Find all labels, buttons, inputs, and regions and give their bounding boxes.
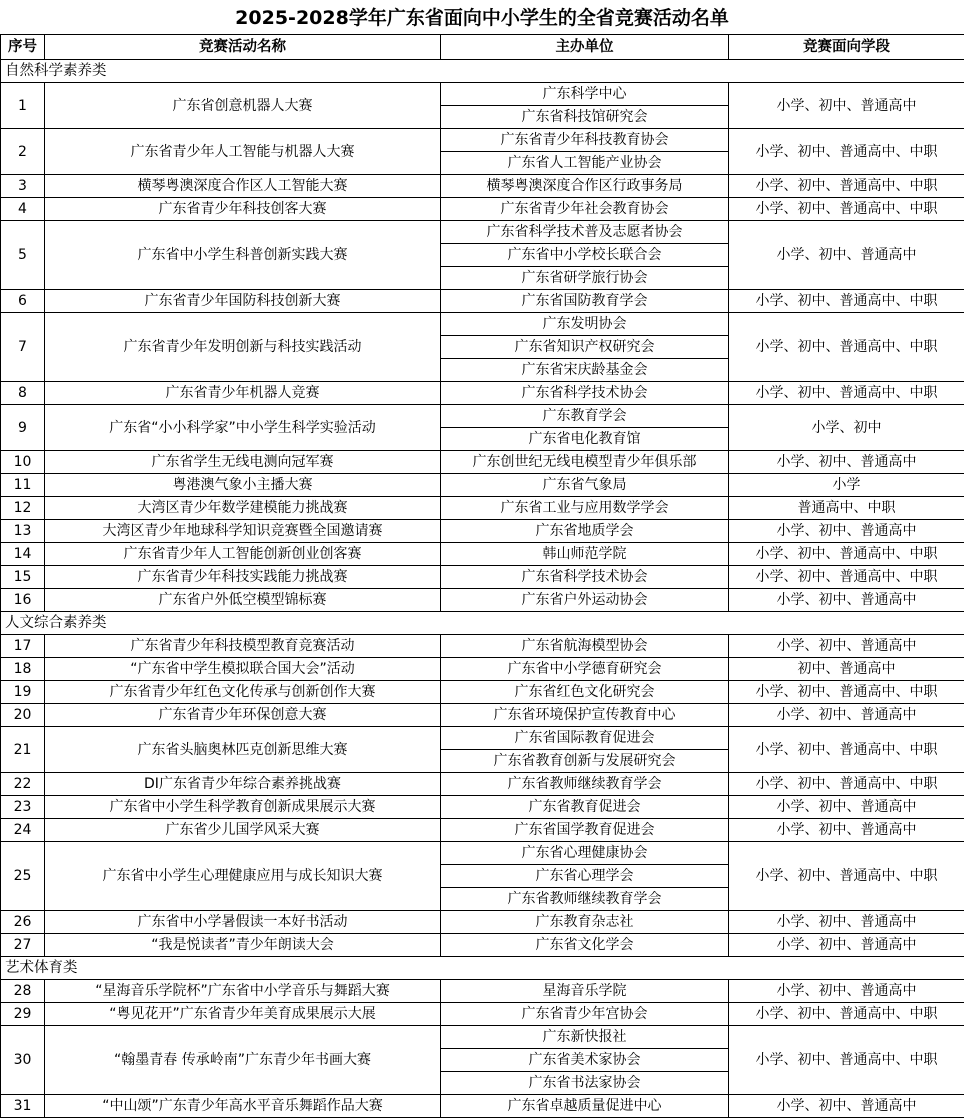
table-row — [1, 911, 964, 934]
row-number: 9 — [1, 405, 45, 451]
organizer: 广东新快报社 — [441, 1026, 729, 1049]
school-level: 小学、初中、普通高中、中职 — [729, 175, 964, 198]
competition-name: 广东省创意机器人大赛 — [45, 83, 441, 129]
organizer: 广东省气象局 — [441, 474, 729, 497]
organizer: 广东教育学会 — [441, 405, 729, 428]
table-row — [1, 175, 964, 198]
organizer: 广东省环境保护宣传教育中心 — [441, 704, 729, 727]
category-row — [1, 957, 964, 980]
competition-name: 广东省青少年机器人竞赛 — [45, 382, 441, 405]
organizer: 广东省国学教育促进会 — [441, 819, 729, 842]
organizer: 广东发明协会 — [441, 313, 729, 336]
school-level: 小学、初中、普通高中 — [729, 980, 964, 1003]
competition-name: 广东省青少年科技实践能力挑战赛 — [45, 566, 441, 589]
row-number: 15 — [1, 566, 45, 589]
table-row — [1, 819, 964, 842]
category-label: 人文综合素养类 — [1, 612, 964, 635]
organizer: 广东省科学技术普及志愿者协会 — [441, 221, 729, 244]
table-row — [1, 405, 964, 428]
organizer: 广东省电化教育馆 — [441, 428, 729, 451]
competition-name: 大湾区青少年数学建模能力挑战赛 — [45, 497, 441, 520]
table-row — [1, 658, 964, 681]
organizer: 广东省工业与应用数学学会 — [441, 497, 729, 520]
table-row — [1, 382, 964, 405]
school-level: 小学、初中、普通高中、中职 — [729, 290, 964, 313]
school-level: 初中、普通高中 — [729, 658, 964, 681]
table-header-row — [1, 35, 964, 60]
school-level: 小学、初中、普通高中、中职 — [729, 727, 964, 773]
organizer: 广东省研学旅行协会 — [441, 267, 729, 290]
school-level: 小学、初中 — [729, 405, 964, 451]
competition-name: 广东省青少年人工智能与机器人大赛 — [45, 129, 441, 175]
school-level: 小学、初中、普通高中 — [729, 704, 964, 727]
table-row — [1, 129, 964, 152]
school-level: 小学、初中、普通高中、中职 — [729, 129, 964, 175]
row-number: 29 — [1, 1003, 45, 1026]
table-row — [1, 704, 964, 727]
category-row — [1, 612, 964, 635]
row-number: 24 — [1, 819, 45, 842]
organizer: 横琴粤澳深度合作区行政事务局 — [441, 175, 729, 198]
competition-name: “粤见花开”广东省青少年美育成果展示大展 — [45, 1003, 441, 1026]
row-number: 18 — [1, 658, 45, 681]
competition-name: 广东省头脑奥林匹克创新思维大赛 — [45, 727, 441, 773]
table-row — [1, 1095, 964, 1118]
row-number: 22 — [1, 773, 45, 796]
school-level: 小学、初中、普通高中 — [729, 934, 964, 957]
page-title: 2025-2028学年广东省面向中小学生的全省竞赛活动名单 — [235, 7, 729, 29]
school-level: 小学、初中、普通高中 — [729, 83, 964, 129]
header-number: 序号 — [1, 35, 45, 60]
school-level: 小学、初中、普通高中、中职 — [729, 773, 964, 796]
organizer: 韩山师范学院 — [441, 543, 729, 566]
row-number: 5 — [1, 221, 45, 290]
table-row — [1, 451, 964, 474]
school-level: 小学、初中、普通高中、中职 — [729, 313, 964, 382]
category-label: 艺术体育类 — [1, 957, 964, 980]
school-level: 小学、初中、普通高中 — [729, 589, 964, 612]
organizer: 广东省美术家协会 — [441, 1049, 729, 1072]
table-row — [1, 727, 964, 750]
school-level: 小学、初中、普通高中、中职 — [729, 543, 964, 566]
table-row — [1, 842, 964, 865]
organizer: 广东省人工智能产业协会 — [441, 152, 729, 175]
table-row — [1, 83, 964, 106]
competition-name: 广东省“小小科学家”中小学生科学实验活动 — [45, 405, 441, 451]
organizer: 广东教育杂志社 — [441, 911, 729, 934]
school-level: 小学、初中、普通高中、中职 — [729, 1026, 964, 1095]
row-number: 13 — [1, 520, 45, 543]
school-level: 小学、初中、普通高中 — [729, 520, 964, 543]
table-row — [1, 474, 964, 497]
competition-name: “翰墨青春 传承岭南”广东青少年书画大赛 — [45, 1026, 441, 1095]
row-number: 7 — [1, 313, 45, 382]
organizer: 广东省卓越质量促进中心 — [441, 1095, 729, 1118]
row-number: 30 — [1, 1026, 45, 1095]
table-body — [1, 60, 964, 1118]
school-level: 小学、初中、普通高中 — [729, 635, 964, 658]
competition-name: 粤港澳气象小主播大赛 — [45, 474, 441, 497]
competition-name: 广东省青少年科技创客大赛 — [45, 198, 441, 221]
school-level: 小学、初中、普通高中 — [729, 221, 964, 290]
header-competition-name: 竞赛活动名称 — [45, 35, 441, 60]
competition-table — [0, 34, 964, 1118]
organizer: 广东省中小学德育研究会 — [441, 658, 729, 681]
organizer: 广东省教师继续教育学会 — [441, 888, 729, 911]
table-row — [1, 635, 964, 658]
organizer: 广东省中小学校长联合会 — [441, 244, 729, 267]
table-row — [1, 934, 964, 957]
organizer: 广东省宋庆龄基金会 — [441, 359, 729, 382]
organizer: 广东省户外运动协会 — [441, 589, 729, 612]
row-number: 12 — [1, 497, 45, 520]
row-number: 19 — [1, 681, 45, 704]
school-level: 小学、初中、普通高中、中职 — [729, 842, 964, 911]
table-row — [1, 313, 964, 336]
row-number: 28 — [1, 980, 45, 1003]
competition-name: 横琴粤澳深度合作区人工智能大赛 — [45, 175, 441, 198]
row-number: 23 — [1, 796, 45, 819]
competition-name: “中山颂”广东青少年高水平音乐舞蹈作品大赛 — [45, 1095, 441, 1118]
organizer: 广东省心理健康协会 — [441, 842, 729, 865]
organizer: 广东省青少年社会教育协会 — [441, 198, 729, 221]
school-level: 小学、初中、普通高中 — [729, 796, 964, 819]
organizer: 广东省青少年宫协会 — [441, 1003, 729, 1026]
organizer: 广东省科技馆研究会 — [441, 106, 729, 129]
school-level: 小学、初中、普通高中 — [729, 451, 964, 474]
category-label: 自然科学素养类 — [1, 60, 964, 83]
competition-name: 广东省中小学生科普创新实践大赛 — [45, 221, 441, 290]
competition-name: 广东省中小学生科学教育创新成果展示大赛 — [45, 796, 441, 819]
organizer: 广东省文化学会 — [441, 934, 729, 957]
table-row — [1, 980, 964, 1003]
competition-name: “我是悦读者”青少年朗读大会 — [45, 934, 441, 957]
row-number: 8 — [1, 382, 45, 405]
organizer: 广东省科学技术协会 — [441, 382, 729, 405]
table-row — [1, 1026, 964, 1049]
table-row — [1, 773, 964, 796]
competition-name: 广东省中小学暑假读一本好书活动 — [45, 911, 441, 934]
row-number: 11 — [1, 474, 45, 497]
organizer: 广东省红色文化研究会 — [441, 681, 729, 704]
competition-name: 广东省青少年红色文化传承与创新创作大赛 — [45, 681, 441, 704]
competition-name: 大湾区青少年地球科学知识竞赛暨全国邀请赛 — [45, 520, 441, 543]
school-level: 小学、初中、普通高中、中职 — [729, 566, 964, 589]
competition-name: “广东省中学生模拟联合国大会”活动 — [45, 658, 441, 681]
school-level: 小学、初中、普通高中、中职 — [729, 681, 964, 704]
row-number: 26 — [1, 911, 45, 934]
row-number: 4 — [1, 198, 45, 221]
organizer: 广东省航海模型协会 — [441, 635, 729, 658]
row-number: 21 — [1, 727, 45, 773]
organizer: 广东省知识产权研究会 — [441, 336, 729, 359]
school-level: 小学、初中、普通高中、中职 — [729, 382, 964, 405]
row-number: 25 — [1, 842, 45, 911]
school-level: 小学、初中、普通高中 — [729, 911, 964, 934]
organizer: 广东科学中心 — [441, 83, 729, 106]
competition-name: 广东省少儿国学风采大赛 — [45, 819, 441, 842]
organizer: 广东省国际教育促进会 — [441, 727, 729, 750]
school-level: 普通高中、中职 — [729, 497, 964, 520]
category-row — [1, 60, 964, 83]
table-row — [1, 198, 964, 221]
competition-name: 广东省青少年人工智能创新创业创客赛 — [45, 543, 441, 566]
row-number: 31 — [1, 1095, 45, 1118]
row-number: 17 — [1, 635, 45, 658]
organizer: 广东省教育创新与发展研究会 — [441, 750, 729, 773]
row-number: 20 — [1, 704, 45, 727]
competition-name: 广东省青少年环保创意大赛 — [45, 704, 441, 727]
table-row — [1, 221, 964, 244]
row-number: 6 — [1, 290, 45, 313]
competition-name: 广东省户外低空模型锦标赛 — [45, 589, 441, 612]
competition-name: “星海音乐学院杯”广东省中小学音乐与舞蹈大赛 — [45, 980, 441, 1003]
competition-name: DI广东省青少年综合素养挑战赛 — [45, 773, 441, 796]
header-organizer: 主办单位 — [441, 35, 729, 60]
row-number: 2 — [1, 129, 45, 175]
organizer: 广东省青少年科技教育协会 — [441, 129, 729, 152]
row-number: 10 — [1, 451, 45, 474]
table-row — [1, 796, 964, 819]
table-row — [1, 520, 964, 543]
row-number: 3 — [1, 175, 45, 198]
row-number: 14 — [1, 543, 45, 566]
organizer: 广东省国防教育学会 — [441, 290, 729, 313]
organizer: 广东省书法家协会 — [441, 1072, 729, 1095]
table-row — [1, 1003, 964, 1026]
row-number: 27 — [1, 934, 45, 957]
table-row — [1, 589, 964, 612]
organizer: 星海音乐学院 — [441, 980, 729, 1003]
competition-name: 广东省青少年科技模型教育竞赛活动 — [45, 635, 441, 658]
organizer: 广东省科学技术协会 — [441, 566, 729, 589]
organizer: 广东创世纪无线电模型青少年俱乐部 — [441, 451, 729, 474]
organizer: 广东省教师继续教育学会 — [441, 773, 729, 796]
organizer: 广东省教育促进会 — [441, 796, 729, 819]
header-school-level: 竞赛面向学段 — [729, 35, 964, 60]
row-number: 16 — [1, 589, 45, 612]
table-row — [1, 566, 964, 589]
competition-name: 广东省中小学生心理健康应用与成长知识大赛 — [45, 842, 441, 911]
competition-name: 广东省学生无线电测向冠军赛 — [45, 451, 441, 474]
school-level: 小学、初中、普通高中 — [729, 819, 964, 842]
school-level: 小学、初中、普通高中、中职 — [729, 198, 964, 221]
organizer: 广东省心理学会 — [441, 865, 729, 888]
school-level: 小学 — [729, 474, 964, 497]
row-number: 1 — [1, 83, 45, 129]
table-row — [1, 290, 964, 313]
table-row — [1, 681, 964, 704]
competition-name: 广东省青少年发明创新与科技实践活动 — [45, 313, 441, 382]
school-level: 小学、初中、普通高中、中职 — [729, 1003, 964, 1026]
school-level: 小学、初中、普通高中 — [729, 1095, 964, 1118]
table-row — [1, 543, 964, 566]
organizer: 广东省地质学会 — [441, 520, 729, 543]
competition-name: 广东省青少年国防科技创新大赛 — [45, 290, 441, 313]
table-row — [1, 497, 964, 520]
